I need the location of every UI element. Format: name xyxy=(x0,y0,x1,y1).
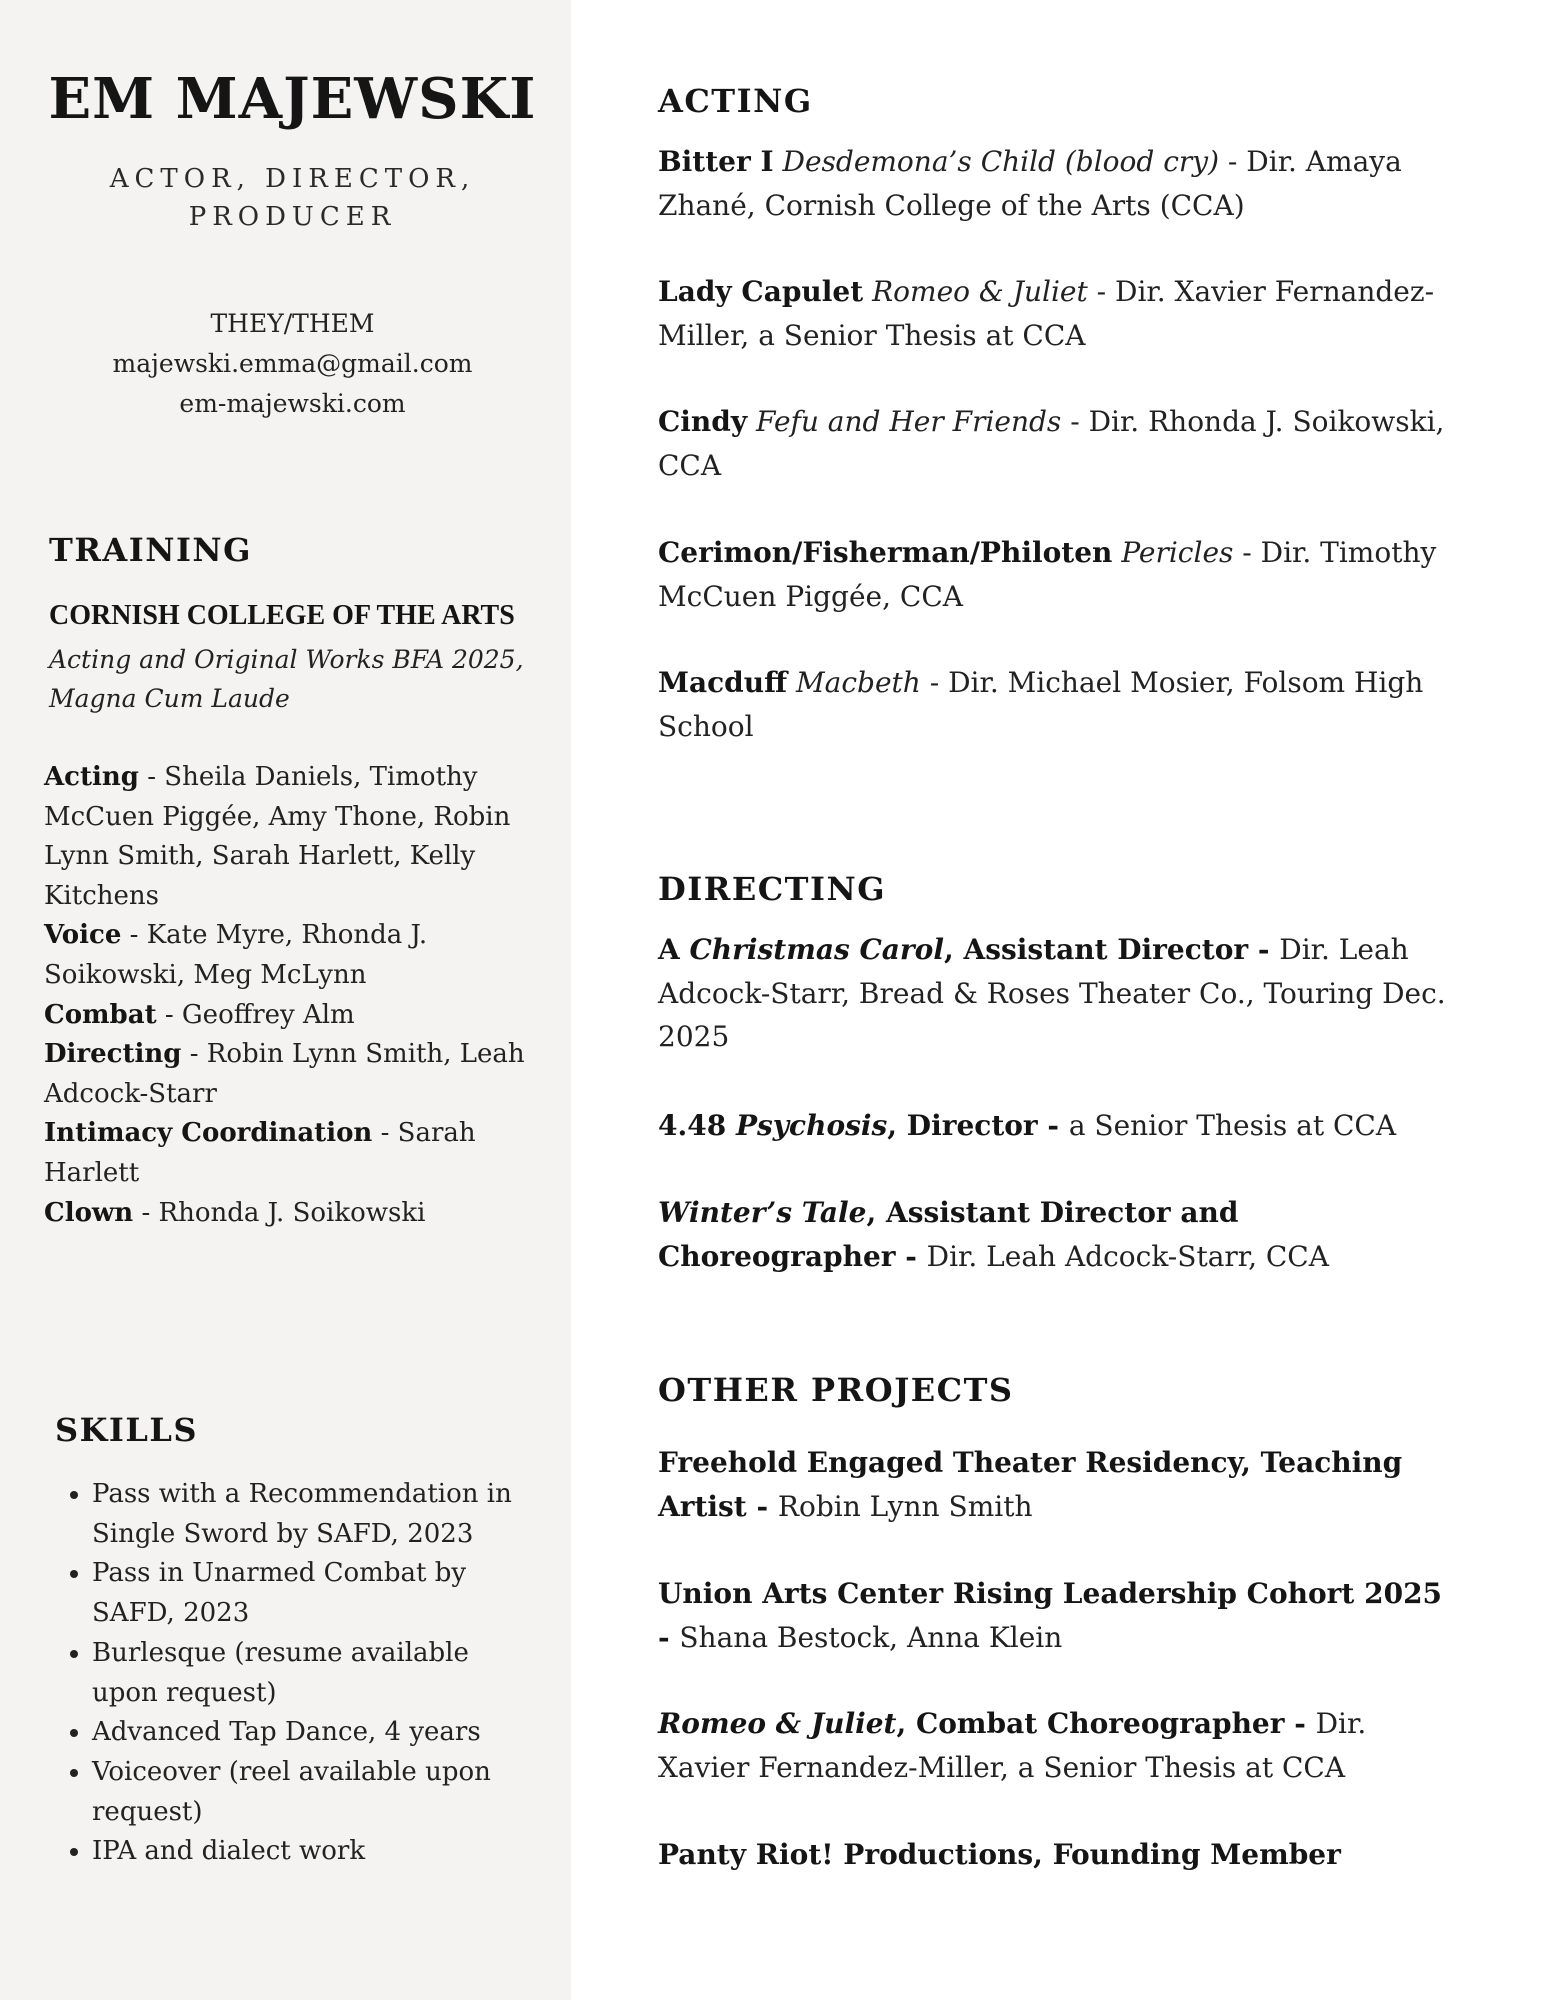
contact-block xyxy=(40,304,545,424)
instructor-line: Directing - Robin Lynn Smith, Leah Adcock-Starr xyxy=(44,1039,525,1109)
project-entry: Panty Riot! Productions, Founding Member xyxy=(658,1838,1341,1871)
acting-entry: Lady Capulet Romeo & Juliet - Dir. Xavier Fernandez-Miller, a Senior Thesis at CCA xyxy=(658,275,1435,352)
skill-item: • Voiceover (reel available upon request) xyxy=(92,1753,539,1832)
skill-item: • Pass in Unarmed Combat by SAFD, 2023 xyxy=(92,1554,539,1633)
website-link[interactable]: em-majewski.com xyxy=(179,389,406,418)
skill-item: • IPA and dialect work xyxy=(92,1832,539,1872)
email-link[interactable]: majewski.emma@gmail.com xyxy=(112,349,473,378)
training-school: CORNISH COLLEGE OF THE ARTS xyxy=(49,600,515,631)
project-entry: Freehold Engaged Theater Residency, Teaching Artist - Robin Lynn Smith xyxy=(658,1446,1403,1523)
other-projects-heading: OTHER PROJECTS xyxy=(658,1371,1014,1409)
training-heading: TRAINING xyxy=(49,531,252,569)
skills-heading: SKILLS xyxy=(55,1411,198,1449)
instructor-line: Acting - Sheila Daniels, Timothy McCuen Piggée, Amy Thone, Robin Lynn Smith, Sarah Harlett, Kelly Kitchens xyxy=(44,762,511,911)
directing-entry: A Christmas Carol, Assistant Director - Dir. Leah Adcock-Starr, Bread & Roses Theater Co., Touring Dec. 2025 xyxy=(658,933,1446,1053)
pronouns: THEY/THEM xyxy=(210,309,375,338)
instructor-line: Intimacy Coordination - Sarah Harlett xyxy=(44,1118,476,1188)
directing-heading: DIRECTING xyxy=(658,870,887,908)
acting-entry: Macduff Macbeth - Dir. Michael Mosier, Folsom High School xyxy=(658,666,1424,743)
profession-subtitle: ACTOR, DIRECTOR, PRODUCER xyxy=(109,164,476,232)
skills-list xyxy=(44,1475,539,1872)
instructor-line: Clown - Rhonda J. Soikowski xyxy=(44,1197,426,1228)
acting-entry: Cerimon/Fisherman/Philoten Pericles - Dir. Timothy McCuen Piggée, CCA xyxy=(658,536,1437,613)
training-degree: Acting and Original Works BFA 2025, Magna Cum Laude xyxy=(49,645,524,713)
directing-entry: Winter’s Tale, Assistant Director and Choreographer - Dir. Leah Adcock-Starr, CCA xyxy=(658,1196,1329,1273)
instructors-list xyxy=(44,758,544,1233)
skill-item: • Advanced Tap Dance, 4 years xyxy=(92,1713,539,1753)
instructor-line: Voice - Kate Myre, Rhonda J. Soikowski, Meg McLynn xyxy=(44,920,428,990)
project-entry: Romeo & Juliet, Combat Choreographer - Dir. Xavier Fernandez-Miller, a Senior Thesis at CCA xyxy=(658,1707,1367,1784)
person-name: EM MAJEWSKI xyxy=(48,66,537,132)
project-entry: Union Arts Center Rising Leadership Cohort 2025 - Shana Bestock, Anna Klein xyxy=(658,1577,1443,1654)
instructor-line: Combat - Geoffrey Alm xyxy=(44,999,355,1030)
skill-item: • Pass with a Recommendation in Single Sword by SAFD, 2023 xyxy=(92,1475,539,1554)
directing-entry: 4.48 Psychosis, Director - a Senior Thesis at CCA xyxy=(658,1109,1397,1142)
skill-item: • Burlesque (resume available upon request) xyxy=(92,1634,539,1713)
acting-heading: ACTING xyxy=(658,82,813,120)
acting-entry: Cindy Fefu and Her Friends - Dir. Rhonda J. Soikowski, CCA xyxy=(658,405,1445,482)
acting-entry: Bitter I Desdemona’s Child (blood cry) - Dir. Amaya Zhané, Cornish College of the Arts (CCA) xyxy=(658,145,1402,222)
